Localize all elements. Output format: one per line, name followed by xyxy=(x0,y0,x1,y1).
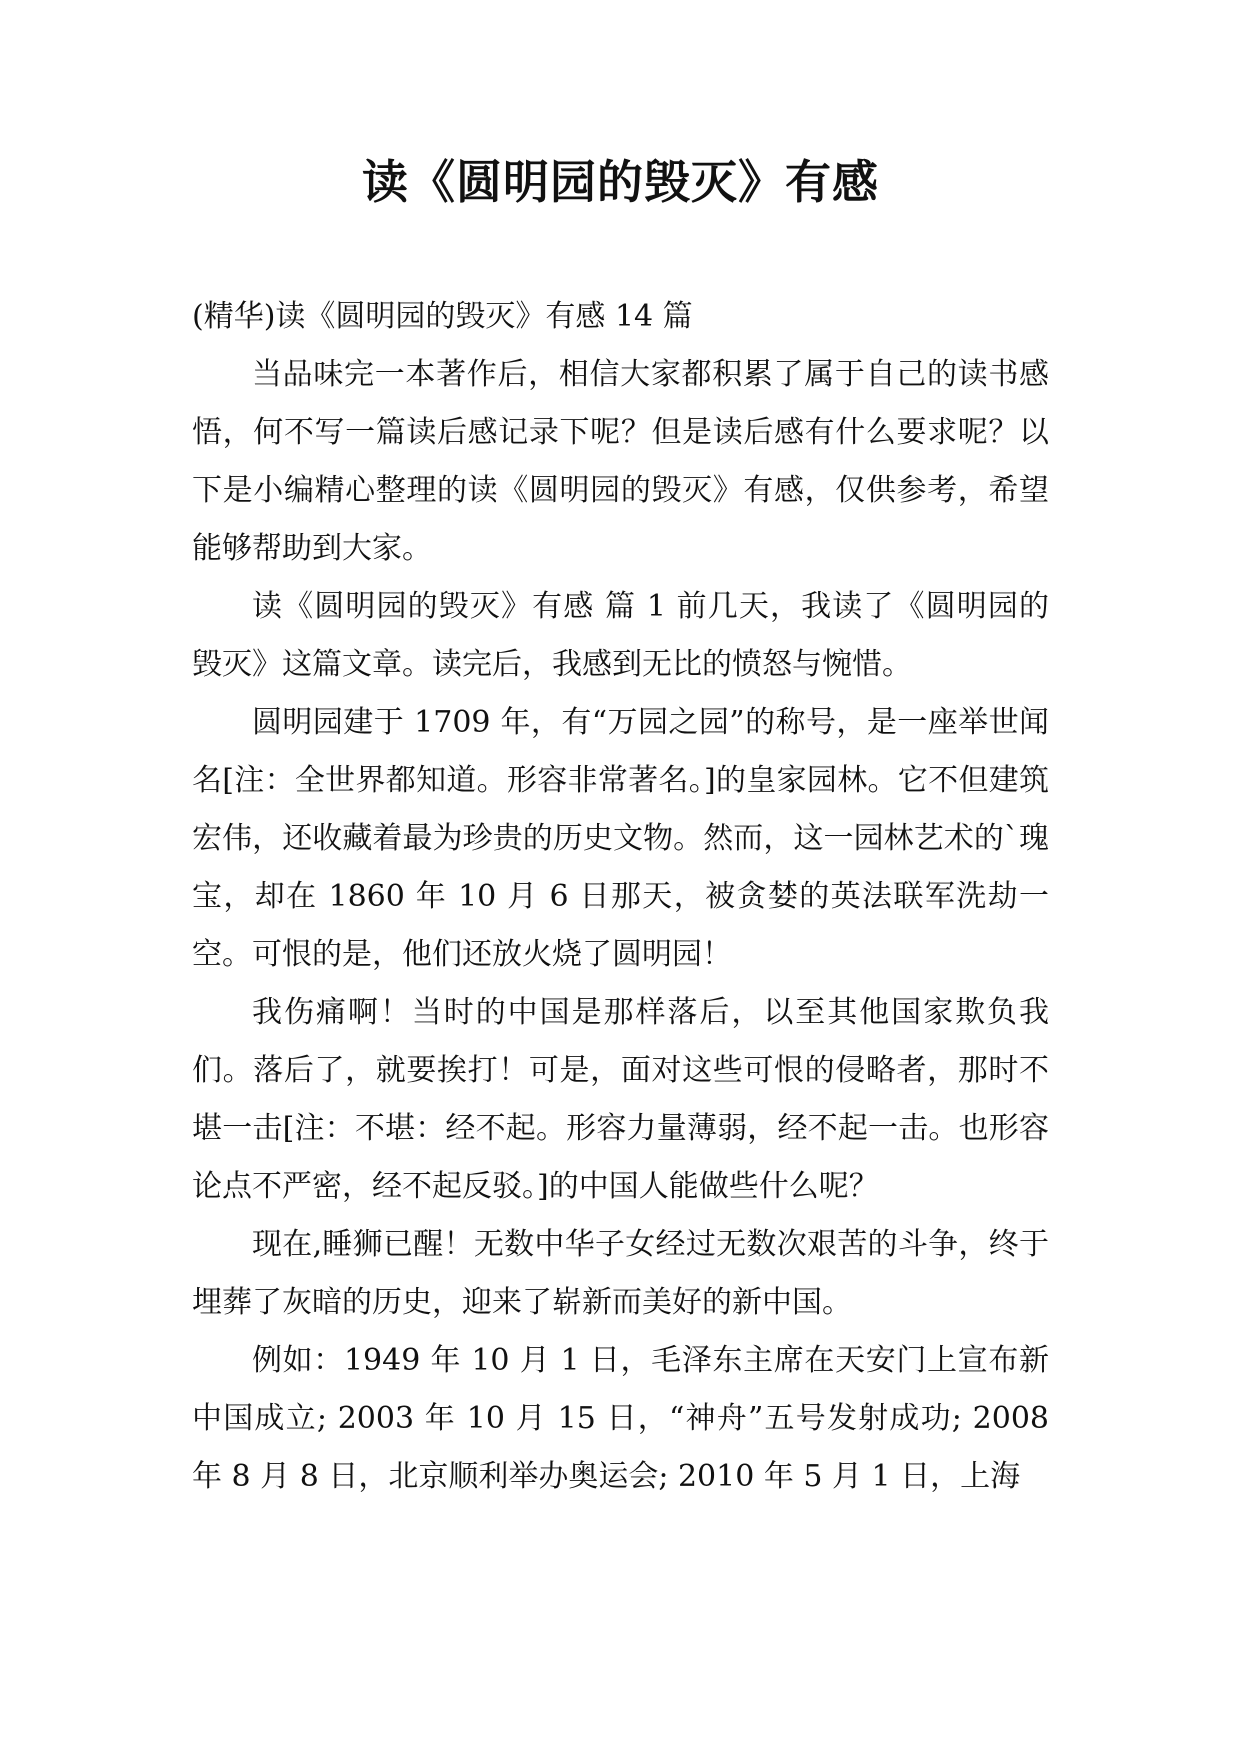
paragraph: 圆明园建于 1709 年，有“万园之园”的称号，是一座举世闻名[注：全世界都知道。形容非常著名。]的皇家园林。它不但建筑宏伟，还收藏着最为珍贵的历史文物。然而，这一园林艺术的`瑰宝，却在 1860 年 10 月 6 日那天，被贪婪的英法联军洗劫一空。可恨的是，他们还放火烧了圆明园！ xyxy=(192,705,1049,972)
document-body xyxy=(192,288,1049,1506)
paragraph: 读《圆明园的毁灭》有感 篇 1 前几天，我读了《圆明园的毁灭》这篇文章。读完后，我感到无比的愤怒与惋惜。 xyxy=(192,589,1049,682)
paragraph: 例如：1949 年 10 月 1 日，毛泽东主席在天安门上宣布新中国成立; 2003 年 10 月 15 日，“神舟”五号发射成功; 2008 年 8 月 8 日，北京顺利举办奥运会; 2010 年 5 月 1 日，上海 xyxy=(192,1343,1049,1494)
document-title: 读《圆明园的毁灭》有感 xyxy=(362,155,879,209)
document-subtitle: (精华)读《圆明园的毁灭》有感 14 篇 xyxy=(192,299,693,334)
paragraph: 我伤痛啊！当时的中国是那样落后，以至其他国家欺负我们。落后了，就要挨打！可是，面对这些可恨的侵略者，那时不堪一击[注：不堪：经不起。形容力量薄弱，经不起一击。也形容论点不严密，经不起反驳。]的中国人能做些什么呢？ xyxy=(192,995,1049,1204)
paragraph: 现在,睡狮已醒！无数中华子女经过无数次艰苦的斗争，终于埋葬了灰暗的历史，迎来了崭新而美好的新中国。 xyxy=(192,1227,1049,1320)
paragraph: 当品味完一本著作后，相信大家都积累了属于自己的读书感悟，何不写一篇读后感记录下呢？但是读后感有什么要求呢？以下是小编精心整理的读《圆明园的毁灭》有感，仅供参考，希望能够帮助到大家。 xyxy=(192,357,1049,566)
